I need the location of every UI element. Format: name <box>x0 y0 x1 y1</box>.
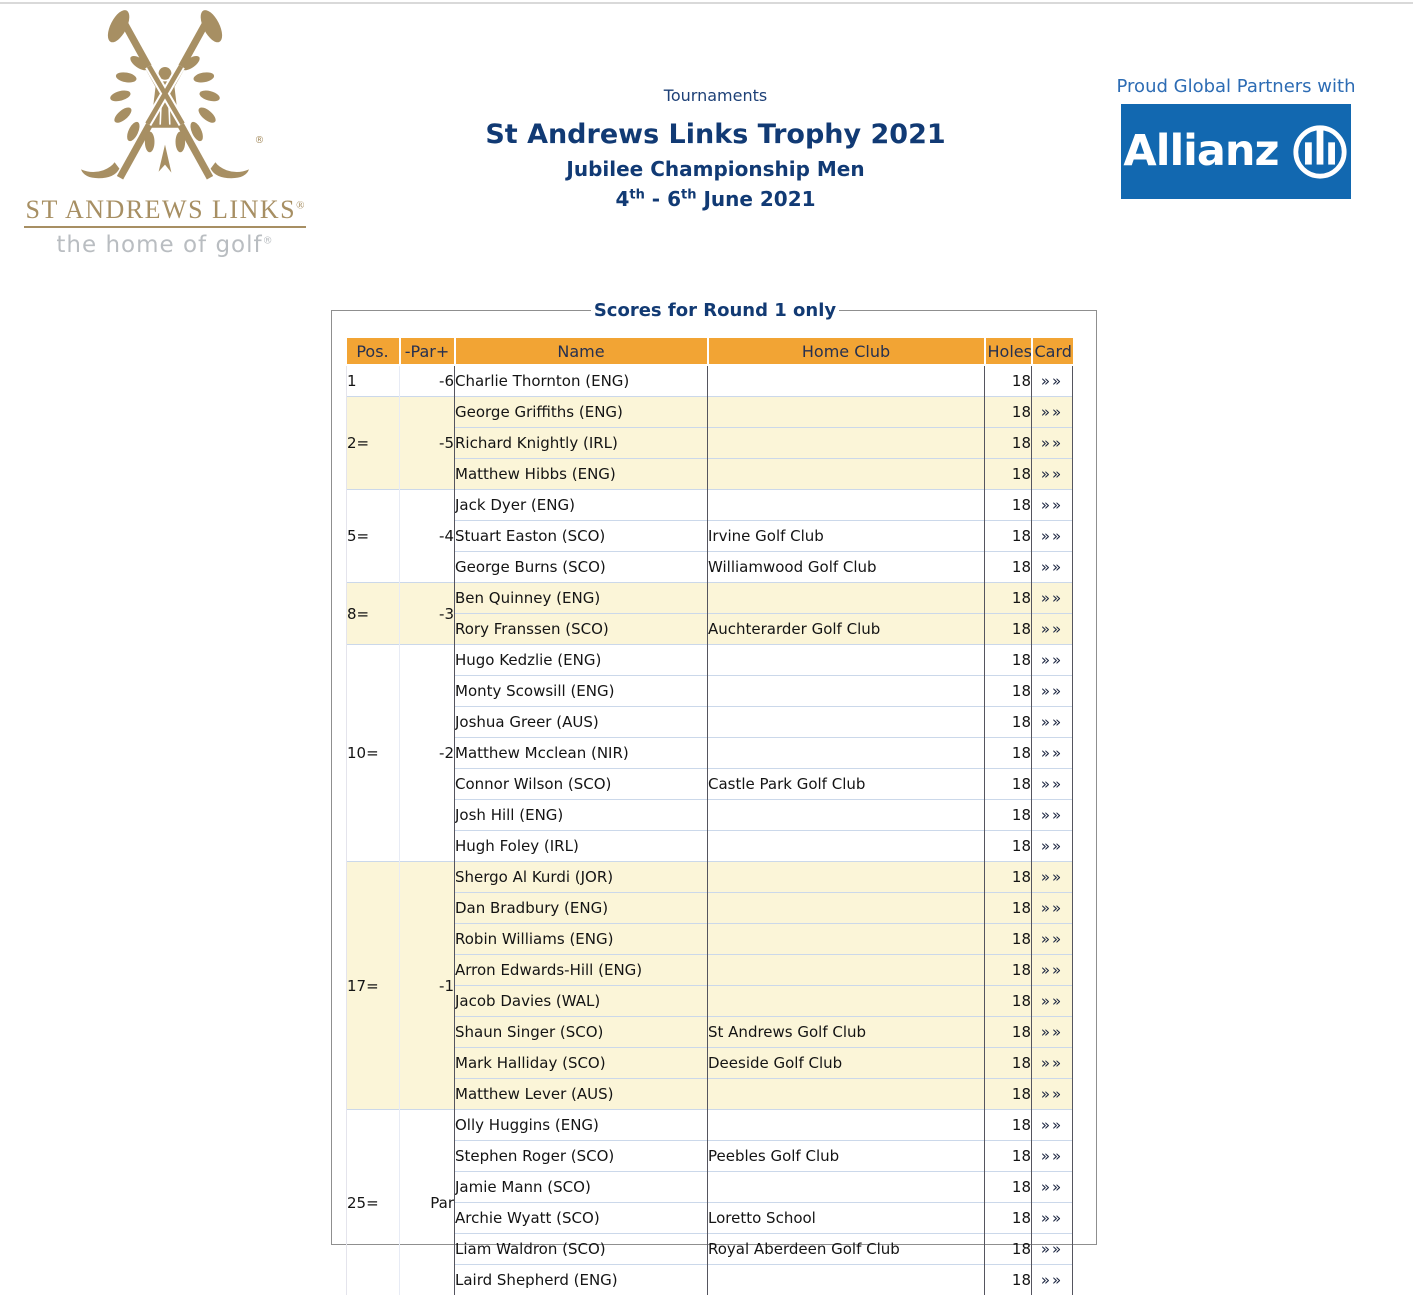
player-row <box>347 1048 1073 1079</box>
holes-cell: 18 <box>985 521 1032 552</box>
event-title: St Andrews Links Trophy 2021 <box>330 119 1101 150</box>
page-header <box>0 0 1413 290</box>
home-club-cell <box>708 676 985 707</box>
home-club-cell <box>708 831 985 862</box>
holes-cell: 18 <box>985 397 1032 428</box>
player-name-cell: Dan Bradbury (ENG) <box>455 893 708 924</box>
home-club-cell: Royal Aberdeen Golf Club <box>708 1234 985 1265</box>
player-name-cell: Arron Edwards-Hill (ENG) <box>455 955 708 986</box>
home-club-cell: Castle Park Golf Club <box>708 769 985 800</box>
card-link[interactable]: »» <box>1041 868 1063 886</box>
card-link[interactable]: »» <box>1041 1085 1063 1103</box>
player-row <box>347 490 1073 521</box>
scores-fieldset <box>331 300 1097 1245</box>
card-link[interactable]: »» <box>1041 682 1063 700</box>
player-row <box>347 614 1073 645</box>
player-row <box>347 831 1073 862</box>
position-cell: 25= <box>347 1110 400 1295</box>
card-cell <box>1032 800 1073 831</box>
card-link[interactable]: »» <box>1041 899 1063 917</box>
card-link[interactable]: »» <box>1041 527 1063 545</box>
player-row <box>347 800 1073 831</box>
par-cell: -4 <box>400 490 455 583</box>
card-link[interactable]: »» <box>1041 1116 1063 1134</box>
player-row <box>347 459 1073 490</box>
player-row <box>347 738 1073 769</box>
player-name-cell: Stuart Easton (SCO) <box>455 521 708 552</box>
col-header-card: Card <box>1032 338 1073 365</box>
card-cell <box>1032 583 1073 614</box>
home-club-cell <box>708 459 985 490</box>
home-club-cell <box>708 800 985 831</box>
home-club-cell <box>708 397 985 428</box>
player-name-cell: Richard Knightly (IRL) <box>455 428 708 459</box>
card-link[interactable]: »» <box>1041 651 1063 669</box>
holes-cell: 18 <box>985 831 1032 862</box>
player-name-cell: Shergo Al Kurdi (JOR) <box>455 862 708 893</box>
holes-cell: 18 <box>985 955 1032 986</box>
card-link[interactable]: »» <box>1041 372 1063 390</box>
player-row <box>347 1141 1073 1172</box>
holes-cell: 18 <box>985 893 1032 924</box>
player-name-cell: Shaun Singer (SCO) <box>455 1017 708 1048</box>
player-name-cell: Connor Wilson (SCO) <box>455 769 708 800</box>
card-cell <box>1032 955 1073 986</box>
col-header-name: Name <box>455 338 708 365</box>
holes-cell: 18 <box>985 1048 1032 1079</box>
player-row <box>347 924 1073 955</box>
position-cell: 17= <box>347 862 400 1110</box>
holes-cell: 18 <box>985 428 1032 459</box>
player-row <box>347 1265 1073 1295</box>
player-row <box>347 428 1073 459</box>
player-row <box>347 521 1073 552</box>
player-name-cell: Mark Halliday (SCO) <box>455 1048 708 1079</box>
home-club-cell <box>708 893 985 924</box>
allianz-logo <box>1121 104 1351 199</box>
holes-cell: 18 <box>985 490 1032 521</box>
holes-cell: 18 <box>985 1172 1032 1203</box>
home-club-cell <box>708 583 985 614</box>
card-cell <box>1032 738 1073 769</box>
player-name-cell: Robin Williams (ENG) <box>455 924 708 955</box>
card-link[interactable]: »» <box>1041 1240 1063 1258</box>
holes-cell: 18 <box>985 707 1032 738</box>
holes-cell: 18 <box>985 1079 1032 1110</box>
player-name-cell: Rory Franssen (SCO) <box>455 614 708 645</box>
par-cell: Par <box>400 1110 455 1295</box>
player-name-cell: Charlie Thornton (ENG) <box>455 365 708 397</box>
home-club-cell: Williamwood Golf Club <box>708 552 985 583</box>
home-club-cell <box>708 924 985 955</box>
holes-cell: 18 <box>985 769 1032 800</box>
player-row <box>347 1017 1073 1048</box>
scores-legend: Scores for Round 1 only <box>591 300 839 321</box>
player-row <box>347 707 1073 738</box>
card-link[interactable]: »» <box>1041 837 1063 855</box>
holes-cell: 18 <box>985 862 1032 893</box>
allianz-wordmark: Allianz <box>1123 130 1278 173</box>
player-name-cell: Stephen Roger (SCO) <box>455 1141 708 1172</box>
holes-cell: 18 <box>985 583 1032 614</box>
par-cell: -2 <box>400 645 455 862</box>
card-cell <box>1032 428 1073 459</box>
event-dates: 4th - 6th June 2021 <box>330 187 1101 211</box>
holes-cell: 18 <box>985 924 1032 955</box>
card-cell <box>1032 1141 1073 1172</box>
card-link[interactable]: »» <box>1041 1054 1063 1072</box>
partner-label: Proud Global Partners with <box>1101 76 1371 97</box>
st-andrews-crest-icon <box>45 10 285 196</box>
player-name-cell: George Griffiths (ENG) <box>455 397 708 428</box>
home-club-cell <box>708 862 985 893</box>
card-cell <box>1032 862 1073 893</box>
card-link[interactable]: »» <box>1041 1209 1063 1227</box>
player-name-cell: Hugh Foley (IRL) <box>455 831 708 862</box>
home-club-cell <box>708 1079 985 1110</box>
holes-cell: 18 <box>985 1203 1032 1234</box>
player-row <box>347 583 1073 614</box>
allianz-icon <box>1291 123 1349 181</box>
par-cell: -1 <box>400 862 455 1110</box>
crest-registered-mark: ® <box>255 135 265 146</box>
leaderboard-body <box>347 365 1073 1295</box>
player-name-cell: George Burns (SCO) <box>455 552 708 583</box>
holes-cell: 18 <box>985 1141 1032 1172</box>
card-cell <box>1032 365 1073 397</box>
card-link[interactable]: »» <box>1041 992 1063 1010</box>
card-cell <box>1032 1017 1073 1048</box>
player-row <box>347 397 1073 428</box>
card-link[interactable]: »» <box>1041 1178 1063 1196</box>
card-cell <box>1032 924 1073 955</box>
card-link[interactable]: »» <box>1041 961 1063 979</box>
player-row <box>347 862 1073 893</box>
par-cell: -6 <box>400 365 455 397</box>
card-link[interactable]: »» <box>1041 589 1063 607</box>
home-club-cell: St Andrews Golf Club <box>708 1017 985 1048</box>
card-cell <box>1032 459 1073 490</box>
card-cell <box>1032 1265 1073 1295</box>
holes-cell: 18 <box>985 1017 1032 1048</box>
card-link[interactable]: »» <box>1041 775 1063 793</box>
home-club-cell: Auchterarder Golf Club <box>708 614 985 645</box>
home-club-cell <box>708 428 985 459</box>
card-link[interactable]: »» <box>1041 496 1063 514</box>
card-cell <box>1032 831 1073 862</box>
home-club-cell <box>708 645 985 676</box>
card-link[interactable]: »» <box>1041 1023 1063 1041</box>
holes-cell: 18 <box>985 1110 1032 1141</box>
holes-cell: 18 <box>985 1234 1032 1265</box>
card-cell <box>1032 1172 1073 1203</box>
home-club-cell <box>708 707 985 738</box>
player-name-cell: Olly Huggins (ENG) <box>455 1110 708 1141</box>
card-link[interactable]: »» <box>1041 1147 1063 1165</box>
player-row <box>347 1110 1073 1141</box>
col-header-pos: Pos. <box>347 338 400 365</box>
col-header-holes: Holes <box>985 338 1032 365</box>
par-cell: -3 <box>400 583 455 645</box>
card-link[interactable]: »» <box>1041 558 1063 576</box>
event-subtitle: Jubilee Championship Men <box>330 157 1101 181</box>
home-club-cell: Irvine Golf Club <box>708 521 985 552</box>
home-club-cell: Deeside Golf Club <box>708 1048 985 1079</box>
home-club-cell <box>708 1265 985 1295</box>
home-club-cell <box>708 1172 985 1203</box>
card-cell <box>1032 986 1073 1017</box>
player-name-cell: Laird Shepherd (ENG) <box>455 1265 708 1295</box>
player-name-cell: Jack Dyer (ENG) <box>455 490 708 521</box>
player-row <box>347 1234 1073 1265</box>
position-cell: 10= <box>347 645 400 862</box>
holes-cell: 18 <box>985 365 1032 397</box>
position-cell: 5= <box>347 490 400 583</box>
leaderboard-table <box>346 338 1073 1295</box>
player-row <box>347 1172 1073 1203</box>
player-name-cell: Hugo Kedzlie (ENG) <box>455 645 708 676</box>
card-link[interactable]: »» <box>1041 930 1063 948</box>
card-cell <box>1032 1048 1073 1079</box>
card-link[interactable]: »» <box>1041 403 1063 421</box>
holes-cell: 18 <box>985 614 1032 645</box>
home-club-cell <box>708 738 985 769</box>
home-club-cell <box>708 490 985 521</box>
holes-cell: 18 <box>985 986 1032 1017</box>
player-name-cell: Jamie Mann (SCO) <box>455 1172 708 1203</box>
player-row <box>347 365 1073 397</box>
card-link[interactable]: »» <box>1041 713 1063 731</box>
partner-block[interactable] <box>1101 6 1413 199</box>
player-row <box>347 769 1073 800</box>
holes-cell: 18 <box>985 552 1032 583</box>
home-club-cell <box>708 365 985 397</box>
home-club-cell: Loretto School <box>708 1203 985 1234</box>
player-name-cell: Jacob Davies (WAL) <box>455 986 708 1017</box>
player-row <box>347 1079 1073 1110</box>
card-link[interactable]: »» <box>1041 434 1063 452</box>
card-link[interactable]: »» <box>1041 806 1063 824</box>
player-name-cell: Ben Quinney (ENG) <box>455 583 708 614</box>
card-link[interactable]: »» <box>1041 465 1063 483</box>
player-row <box>347 552 1073 583</box>
home-club-cell <box>708 986 985 1017</box>
card-link[interactable]: »» <box>1041 744 1063 762</box>
card-cell <box>1032 769 1073 800</box>
player-name-cell: Monty Scowsill (ENG) <box>455 676 708 707</box>
col-header-home-club: Home Club <box>708 338 985 365</box>
logo-tagline: the home of golf® <box>0 232 330 258</box>
position-cell: 8= <box>347 583 400 645</box>
card-cell <box>1032 1203 1073 1234</box>
card-cell <box>1032 552 1073 583</box>
player-row <box>347 1203 1073 1234</box>
player-name-cell: Liam Waldron (SCO) <box>455 1234 708 1265</box>
holes-cell: 18 <box>985 800 1032 831</box>
logo-wordmark: ST ANDREWS LINKS® <box>24 196 307 228</box>
holes-cell: 18 <box>985 1265 1032 1295</box>
home-club-cell <box>708 955 985 986</box>
position-cell: 1 <box>347 365 400 397</box>
col-header-par: -Par+ <box>400 338 455 365</box>
holes-cell: 18 <box>985 676 1032 707</box>
player-row <box>347 893 1073 924</box>
card-link[interactable]: »» <box>1041 620 1063 638</box>
holes-cell: 18 <box>985 459 1032 490</box>
card-cell <box>1032 521 1073 552</box>
holes-cell: 18 <box>985 645 1032 676</box>
card-link[interactable]: »» <box>1041 1271 1063 1289</box>
event-header <box>330 6 1101 211</box>
card-cell <box>1032 645 1073 676</box>
player-name-cell: Matthew Mcclean (NIR) <box>455 738 708 769</box>
card-cell <box>1032 1234 1073 1265</box>
player-name-cell: Josh Hill (ENG) <box>455 800 708 831</box>
holes-cell: 18 <box>985 738 1032 769</box>
player-name-cell: Matthew Hibbs (ENG) <box>455 459 708 490</box>
page-top-divider <box>0 2 1413 4</box>
player-row <box>347 645 1073 676</box>
player-name-cell: Matthew Lever (AUS) <box>455 1079 708 1110</box>
home-club-cell <box>708 1110 985 1141</box>
st-andrews-links-logo[interactable] <box>0 6 330 258</box>
card-cell <box>1032 1079 1073 1110</box>
player-name-cell: Archie Wyatt (SCO) <box>455 1203 708 1234</box>
card-cell <box>1032 614 1073 645</box>
card-cell <box>1032 490 1073 521</box>
leaderboard-header-row <box>347 338 1073 365</box>
par-cell: -5 <box>400 397 455 490</box>
card-cell <box>1032 397 1073 428</box>
home-club-cell: Peebles Golf Club <box>708 1141 985 1172</box>
card-cell <box>1032 1110 1073 1141</box>
card-cell <box>1032 707 1073 738</box>
card-cell <box>1032 676 1073 707</box>
tournaments-breadcrumb[interactable]: Tournaments <box>330 86 1101 105</box>
card-cell <box>1032 893 1073 924</box>
player-row <box>347 955 1073 986</box>
position-cell: 2= <box>347 397 400 490</box>
player-name-cell: Joshua Greer (AUS) <box>455 707 708 738</box>
player-row <box>347 676 1073 707</box>
player-row <box>347 986 1073 1017</box>
